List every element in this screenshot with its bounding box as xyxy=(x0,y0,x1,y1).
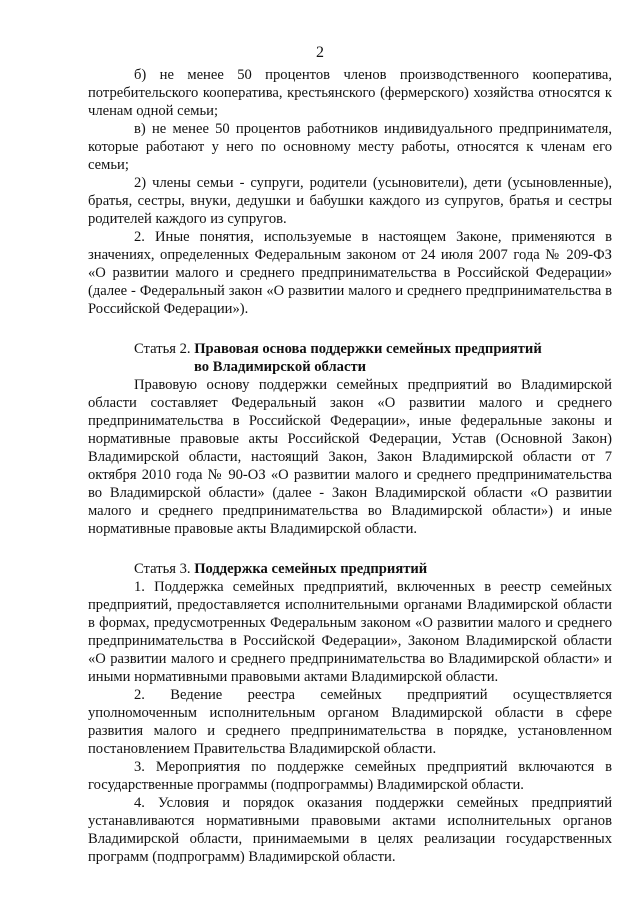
article-2-heading xyxy=(88,340,612,376)
article-3-paragraph-3: 3. Мероприятия по поддержке семейных предприятий включаются в государственные программы (подпрограммы) Владимирской области. xyxy=(88,759,612,793)
document-body xyxy=(88,66,612,866)
spacer xyxy=(88,538,612,560)
article-3-paragraph-4: 4. Условия и порядок оказания поддержки семейных предприятий устанавливаются нормативными правовыми актами исполнительных органов Владимирской области, принимаемыми в целях реализации государственных программ (подпрограмм) Владимирской области. xyxy=(88,795,612,865)
paragraph-family-members: 2) члены семьи - супруги, родители (усыновители), дети (усыновленные), братья, сестры, внуки, дедушки и бабушки каждого из супругов, братья и сестры родителей каждого из супругов. xyxy=(88,175,612,227)
page-number: 2 xyxy=(316,44,324,61)
article-2-title-line1: Правовая основа поддержки семейных предприятий xyxy=(194,341,542,357)
article-2-label: Статья 2. xyxy=(134,341,195,357)
paragraph-v: в) не менее 50 процентов работников индивидуального предпринимателя, которые работают у него по основному месту работы, относятся к членам его семьи; xyxy=(88,121,612,173)
article-3-paragraph-1: 1. Поддержка семейных предприятий, включенных в реестр семейных предприятий, предоставляется исполнительными органами Владимирской области в формах, предусмотренных Федеральным законом «О развитии малого и среднего предпринимательства в Российской Федерации», Законом Владимирской области «О развитии малого и среднего предпринимательства во Владимирской области» и иными нормативными правовыми актами Владимирской области. xyxy=(88,579,612,685)
article-2-paragraph: Правовую основу поддержки семейных предприятий во Владимирской области составляет Федеральный закон «О развитии малого и среднего предпринимательства в Российской Федерации», иные федеральные законы и нормативные правовые акты Российской Федерации, Устав (Основной Закон) Владимирской области, настоящий Закон, Закон Владимирской области от 7 октября 2010 года № 90-ОЗ «О развитии малого и среднего предпринимательства во Владимирской области» (далее - Закон Владимирской области «О развитии малого и среднего предпринимательства во Владимирской области») и иные нормативные правовые акты Владимирской области. xyxy=(88,377,612,537)
article-2-title-line2: во Владимирской области xyxy=(194,359,367,375)
article-3-label: Статья 3. xyxy=(134,561,195,577)
article-3-title: Поддержка семейных предприятий xyxy=(194,561,428,577)
article-3-paragraph-2: 2. Ведение реестра семейных предприятий осуществляется уполномоченным исполнительным органом Владимирской области в сфере развития малого и среднего предпринимательства в порядке, установленном постановлением Правительства Владимирской области. xyxy=(88,687,612,757)
spacer xyxy=(88,318,612,340)
paragraph-b: б) не менее 50 процентов членов производственного кооператива, потребительского кооператива, крестьянского (фермерского) хозяйства относятся к членам одной семьи; xyxy=(88,67,612,119)
article-3-heading xyxy=(88,560,612,578)
paragraph-other-concepts: 2. Иные понятия, используемые в настоящем Законе, применяются в значениях, определенных Федеральным законом от 24 июля 2007 года № 209-ФЗ «О развитии малого и среднего предпринимательства в Российской Федерации» (далее - Федеральный закон «О развитии малого и среднего предпринимательства в Российской Федерации»). xyxy=(88,229,612,317)
